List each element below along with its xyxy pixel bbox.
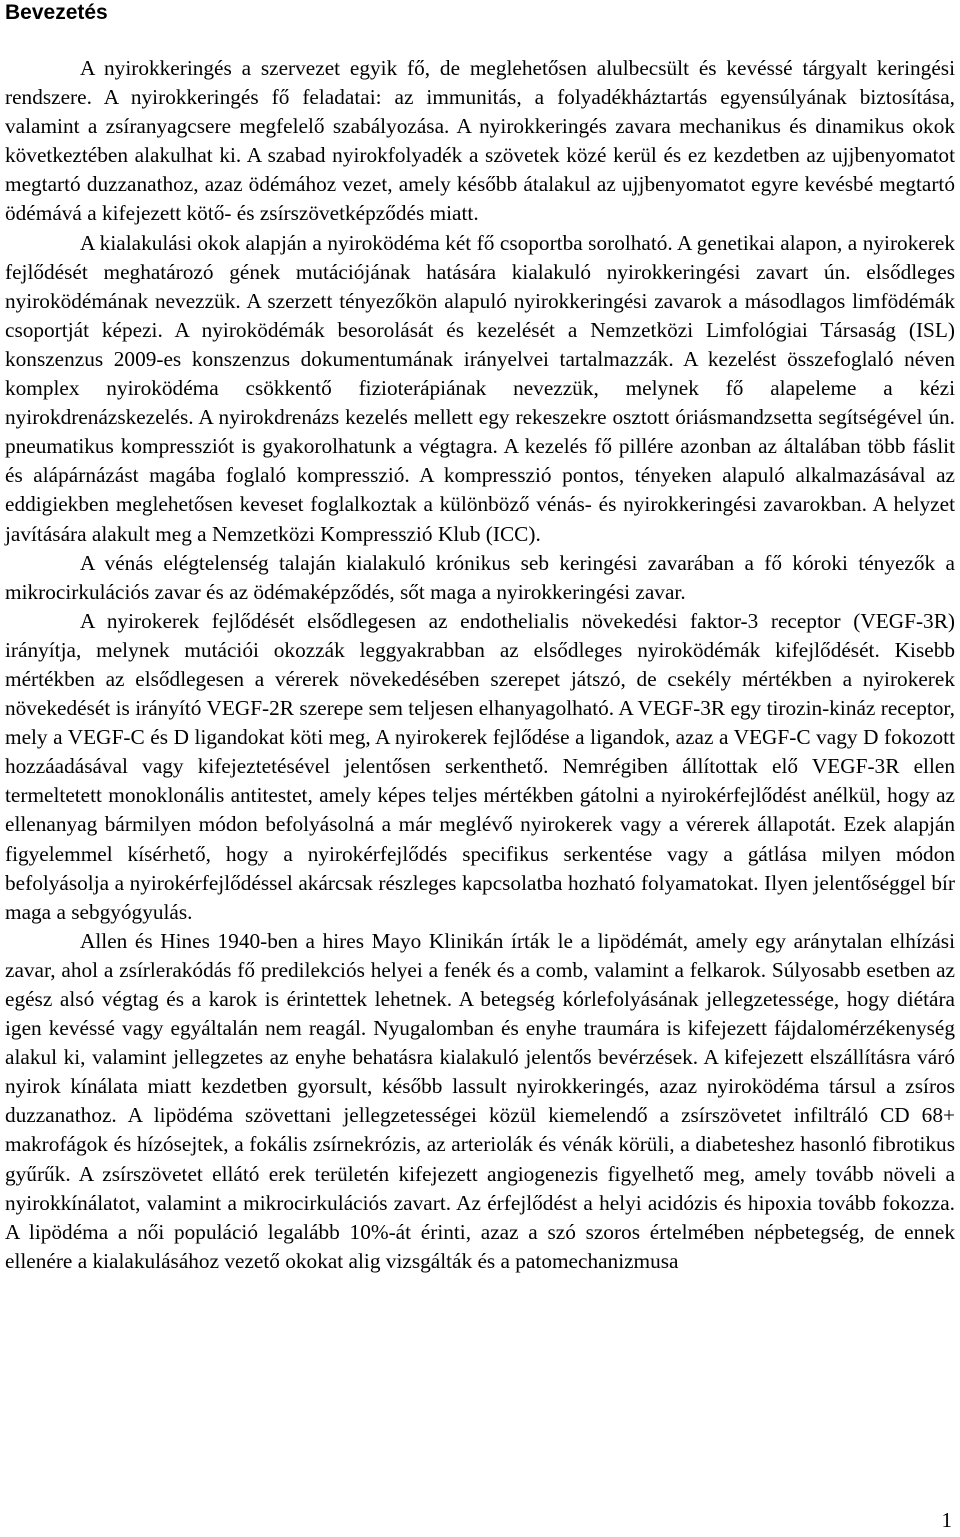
paragraph-3: A vénás elégtelenség talaján kialakuló krónikus seb keringési zavarában a fő kóroki tényezők a mikrocirkulációs zavar és az ödémaképződés, sőt maga a nyirokkeringési zavar. (5, 550, 955, 604)
paragraph-4: A nyirokerek fejlődését elsődlegesen az endothelialis növekedési faktor-3 receptor (VEGF-3R) irányítja, melynek mutációi okozzák leggyakrabban az elsődleges nyiroködémák kifejlődését. Kisebb mértékben az elsődlegesen a vérerek növekedésében szerepet játszó, de csekély mértékben a nyirokerek növekedését is irányító VEGF-2R szerepe sem teljesen elhanyagolható. A VEGF-3R egy tirozin-kináz receptor, mely a VEGF-C és D ligandokat köti meg, A nyirokerek fejlődése a ligandok, azaz a VEGF-C vagy D fokozott hozzáadásával vagy kifejeztetésével jelentősen serkenthető. Nemrégiben állítottak elő VEGF-3R ellen termeltetett monoklonális antitestet, amely képes teljes mértékben gátolni a nyirokérfejlődést anélkül, hogy az ellenanyag bármilyen módon befolyásolná a már meglévő nyirokerek vagy a vérerek állapotát. Ezek alapján figyelemmel kísérhető, hogy a nyirokérfejlődés specifikus serkentése vagy a gátlása milyen módon befolyásolja a nyirokérfejlődéssel akárcsak részleges kapcsolatba hozható folyamatokat. Ilyen jelentőséggel bír maga a sebgyógyulás. (5, 608, 955, 924)
paragraph-2: A kialakulási okok alapján a nyiroködéma két fő csoportba sorolható. A genetikai alapon, a nyirokerek fejlődését meghatározó gének mutációjának hatására kialakuló nyirokkeringési zavart ún. elsődleges nyiroködémának nevezzük. A szerzett tényezőkön alapuló nyirokkeringési zavarok a másodlagos limfödémák csoportját képezi. A nyiroködémák besorolását és kezelését a Nemzetközi Limfológiai Társaság (ISL) konszenzus 2009-es konszenzus dokumentumának irányelvei tartalmazzák. A kezelést összefoglaló néven komplex nyiroködéma csökkentő fizioterápiának nevezzük, melynek fő alapeleme a kézi nyirokdrenázskezelés. A nyirokdrenázs kezelés mellett egy rekeszekre osztott óriásmandzsetta segítségével ún. pneumatikus kompressziót is gyakorolhatunk a végtagra. A kezelés fő pillére azonban az általában több fáslit és alápárnázást magába foglaló kompresszió. A kompresszió pontos, tényeken alapuló alkalmazásával az eddigiekben meglehetősen keveset foglalkoztak a különböző vénás- és nyirokkeringési zavarokban. A helyzet javítására alakult meg a Nemzetközi Kompresszió Klub (ICC). (5, 230, 955, 546)
paragraph-5: Allen és Hines 1940-ben a hires Mayo Klinikán írták le a lipödémát, amely egy aránytalan elhízási zavar, ahol a zsírlerakódás fő predilekciós helyei a fenék és a comb, valamint a felkarok. Súlyosabb esetben az egész alsó végtag és a karok is érintettek lehetnek. A betegség kórlefolyásának jellegzetessége, hogy diétára igen kevéssé vagy egyáltalán nem reagál. Nyugalomban és enyhe traumára is kifejezett fájdalomérzékenység alakul ki, valamint jellegzetes az enyhe behatásra kialakuló jelentős bevérzések. A kifejezett elszállításra váró nyirok kínálata miatt kezdetben gyorsult, később lassult nyirokkeringés, azaz nyiroködéma társul a zsíros duzzanathoz. A lipödéma szövettani jellegzetességei közül kiemelendő a zsírszövetet infiltráló CD 68+ makrofágok és hízósejtek, a fokális zsírnekrózis, az arteriolák és vénák körüli, a diabeteshez hasonló fibrotikus gyűrűk. A zsírszövetet ellátó erek területén kifejezett angiogenezis figyelhető meg, amely tovább növeli a nyirokkínálatot, valamint a mikrocirkulációs zavart. Az érfejlődést a helyi acidózis és hipoxia tovább fokozza. A lipödéma a női populáció legalább 10%-át érinti, azaz a szó szoros értelmében népbetegség, de ennek ellenére a kialakulásához vezető okokat alig vizsgálták és a patomechanizmusa (5, 928, 955, 1273)
page-title: Bevezetés (5, 1, 108, 24)
document-body (5, 54, 955, 1276)
paragraph-1: A nyirokkeringés a szervezet egyik fő, de meglehetősen alulbecsült és kevéssé tárgyalt keringési rendszere. A nyirokkeringés fő feladatai: az immunitás, a folyadékháztartás egyensúlyának biztosítása, valamint a zsíranyagcsere megfelelő szabályozása. A nyirokkeringés zavara mechanikus és dinamikus okok következtében alakulhat ki. A szabad nyirokfolyadék a szövetek közé kerül és ez kezdetben az ujjbenyomatot megtartó duzzanathoz, azaz ödémához vezet, amely később átalakul az ujjbenyomatot egyre kevésbé megtartó ödémává a kifejezett kötő- és zsírszövetképződés miatt. (5, 56, 955, 226)
page-number: 1 (941, 1508, 952, 1532)
